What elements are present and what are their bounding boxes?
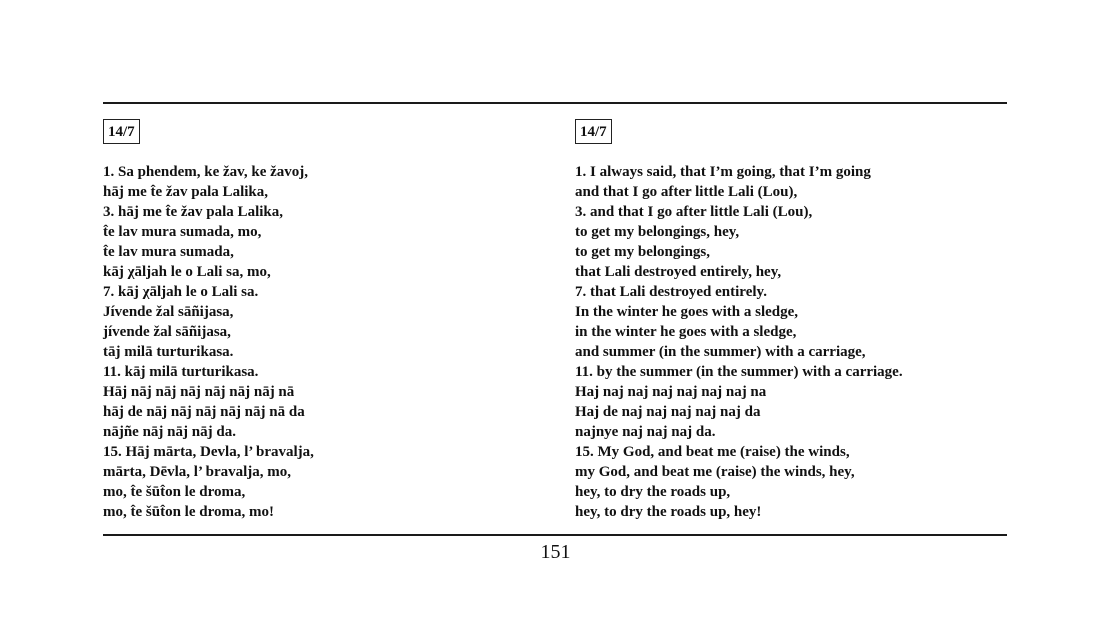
song-number-box: 14/7	[575, 119, 612, 144]
translation-line: that Lali destroyed entirely, hey,	[575, 264, 782, 280]
lyric-line: Hāj nāj nāj nāj nāj nāj nāj nā	[103, 384, 295, 400]
song-number-box: 14/7	[103, 119, 140, 144]
lyric-line: mārta, Dēvla, l’ bravalja, mo,	[103, 464, 292, 480]
translation-line: 7. that Lali destroyed entirely.	[575, 284, 767, 300]
translation-line: 11. by the summer (in the summer) with a carriage.	[575, 364, 903, 380]
romani-text-column	[103, 119, 543, 522]
translation-line: Haj de naj naj naj naj naj da	[575, 404, 761, 420]
lyric-line: mo, t̂e šūt̂on le droma,	[103, 484, 246, 500]
romani-lyrics	[103, 162, 543, 522]
translation-line: najnye naj naj naj da.	[575, 424, 716, 440]
translation-line: 3. and that I go after little Lali (Lou),	[575, 204, 813, 220]
lyric-line: 1. Sa phendem, ke žav, ke žavoj,	[103, 164, 309, 180]
lyric-line: hāj me t̂e žav pala Lalika,	[103, 184, 268, 200]
lyric-line: nājñe nāj nāj nāj da.	[103, 424, 236, 440]
lyric-line: t̂e lav mura sumada,	[103, 244, 234, 260]
translation-line: 1. I always said, that I’m going, that I’m going	[575, 164, 871, 180]
lyric-line: 11. kāj milā turturikasa.	[103, 364, 259, 380]
page-number: 151	[540, 541, 571, 563]
lyric-line: Jívende žal sāñijasa,	[103, 304, 234, 320]
top-rule	[103, 102, 1007, 104]
lyric-line: t̂e lav mura sumada, mo,	[103, 224, 262, 240]
translation-line: my God, and beat me (raise) the winds, hey,	[575, 464, 855, 480]
lyric-line: mo, t̂e šūt̂on le droma, mo!	[103, 504, 274, 520]
english-translation-column	[575, 119, 1007, 522]
translation-line: hey, to dry the roads up, hey!	[575, 504, 762, 520]
english-lyrics	[575, 162, 1007, 522]
lyric-line: tāj milā turturikasa.	[103, 344, 234, 360]
translation-line: and summer (in the summer) with a carriage,	[575, 344, 866, 360]
lyric-line: hāj de nāj nāj nāj nāj nāj nā da	[103, 404, 305, 420]
translation-line: In the winter he goes with a sledge,	[575, 304, 799, 320]
translation-line: and that I go after little Lali (Lou),	[575, 184, 798, 200]
translation-line: hey, to dry the roads up,	[575, 484, 731, 500]
lyric-line: kāj χāljah le o Lali sa, mo,	[103, 264, 271, 280]
translation-line: 15. My God, and beat me (raise) the winds,	[575, 444, 850, 460]
bottom-rule	[103, 534, 1007, 536]
lyric-line: 7. kāj χāljah le o Lali sa.	[103, 284, 259, 300]
translation-line: to get my belongings, hey,	[575, 224, 740, 240]
translation-line: to get my belongings,	[575, 244, 710, 260]
lyric-line: jívende žal sāñijasa,	[103, 324, 231, 340]
lyric-line: 3. hāj me t̂e žav pala Lalika,	[103, 204, 283, 220]
translation-line: in the winter he goes with a sledge,	[575, 324, 797, 340]
lyric-line: 15. Hāj mārta, Devla, l’ bravalja,	[103, 444, 314, 460]
translation-line: Haj naj naj naj naj naj naj na	[575, 384, 767, 400]
